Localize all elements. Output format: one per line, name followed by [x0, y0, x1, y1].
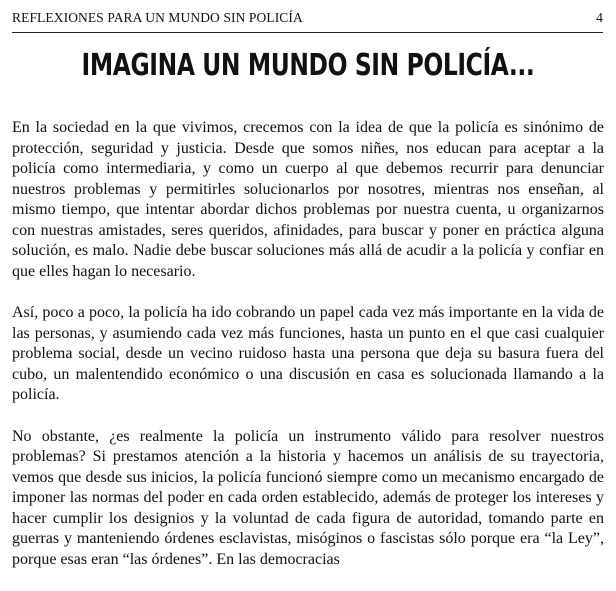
paragraph: En la sociedad en la que vivimos, crecemos con la idea de que la policía es sinónimo de protección, seguridad y justicia. Desde que somos niñes, nos educan para aceptar a la policía como intermediaria, y como un cuerpo al que debemos recurrir para denunciar nuestros problemas y permitirles solucionarlos por nosotres, mientras nos enseñan, al mismo tiempo, que intentar abordar dichos problemas por nuestra cuenta, u organizarnos con nuestras amistades, seres queridos, afinidades, para buscar y poner en práctica alguna solución, es malo. Nadie debe buscar soluciones más allá de acudir a la policía y confiar en que elles hagan lo necesario.	[12, 119, 604, 280]
paragraph: Así, poco a poco, la policía ha ido cobrando un papel cada vez más importante en la vida de las personas, y asumiendo cada vez más funciones, hasta un punto en el que casi cualquier problema social, desde un vecino ruidoso hasta una persona que deja su basura fuera del cubo, un malentendido económico o una discusión en casa es solucionada llamando a la policía.	[12, 304, 604, 403]
running-header	[12, 10, 603, 33]
paragraph: No obstante, ¿es realmente la policía un instrumento válido para resolver nuestros problemas? Si prestamos atención a la historia y hacemos un análisis de su trayectoria, vemos que desde sus inicios, la policía funcionó siempre como un mecanismo encargado de imponer las normas del poder en cada orden establecido, además de proteger los intereses y hacer cumplir los designios y la voluntad de cada figura de autoridad, tomando parte en guerras y manteniendo órdenes esclavistas, misóginos o fascistas sólo porque era “la Ley”, porque esas eran “las órdenes”. En las democracias	[12, 427, 604, 568]
chapter-title: IMAGINA UN MUNDO SIN POLICÍA...	[81, 48, 535, 83]
page-number: 4	[596, 10, 603, 25]
running-header-title: REFLEXIONES PARA UN MUNDO SIN POLICÍA	[12, 10, 303, 25]
body-text	[12, 118, 604, 591]
